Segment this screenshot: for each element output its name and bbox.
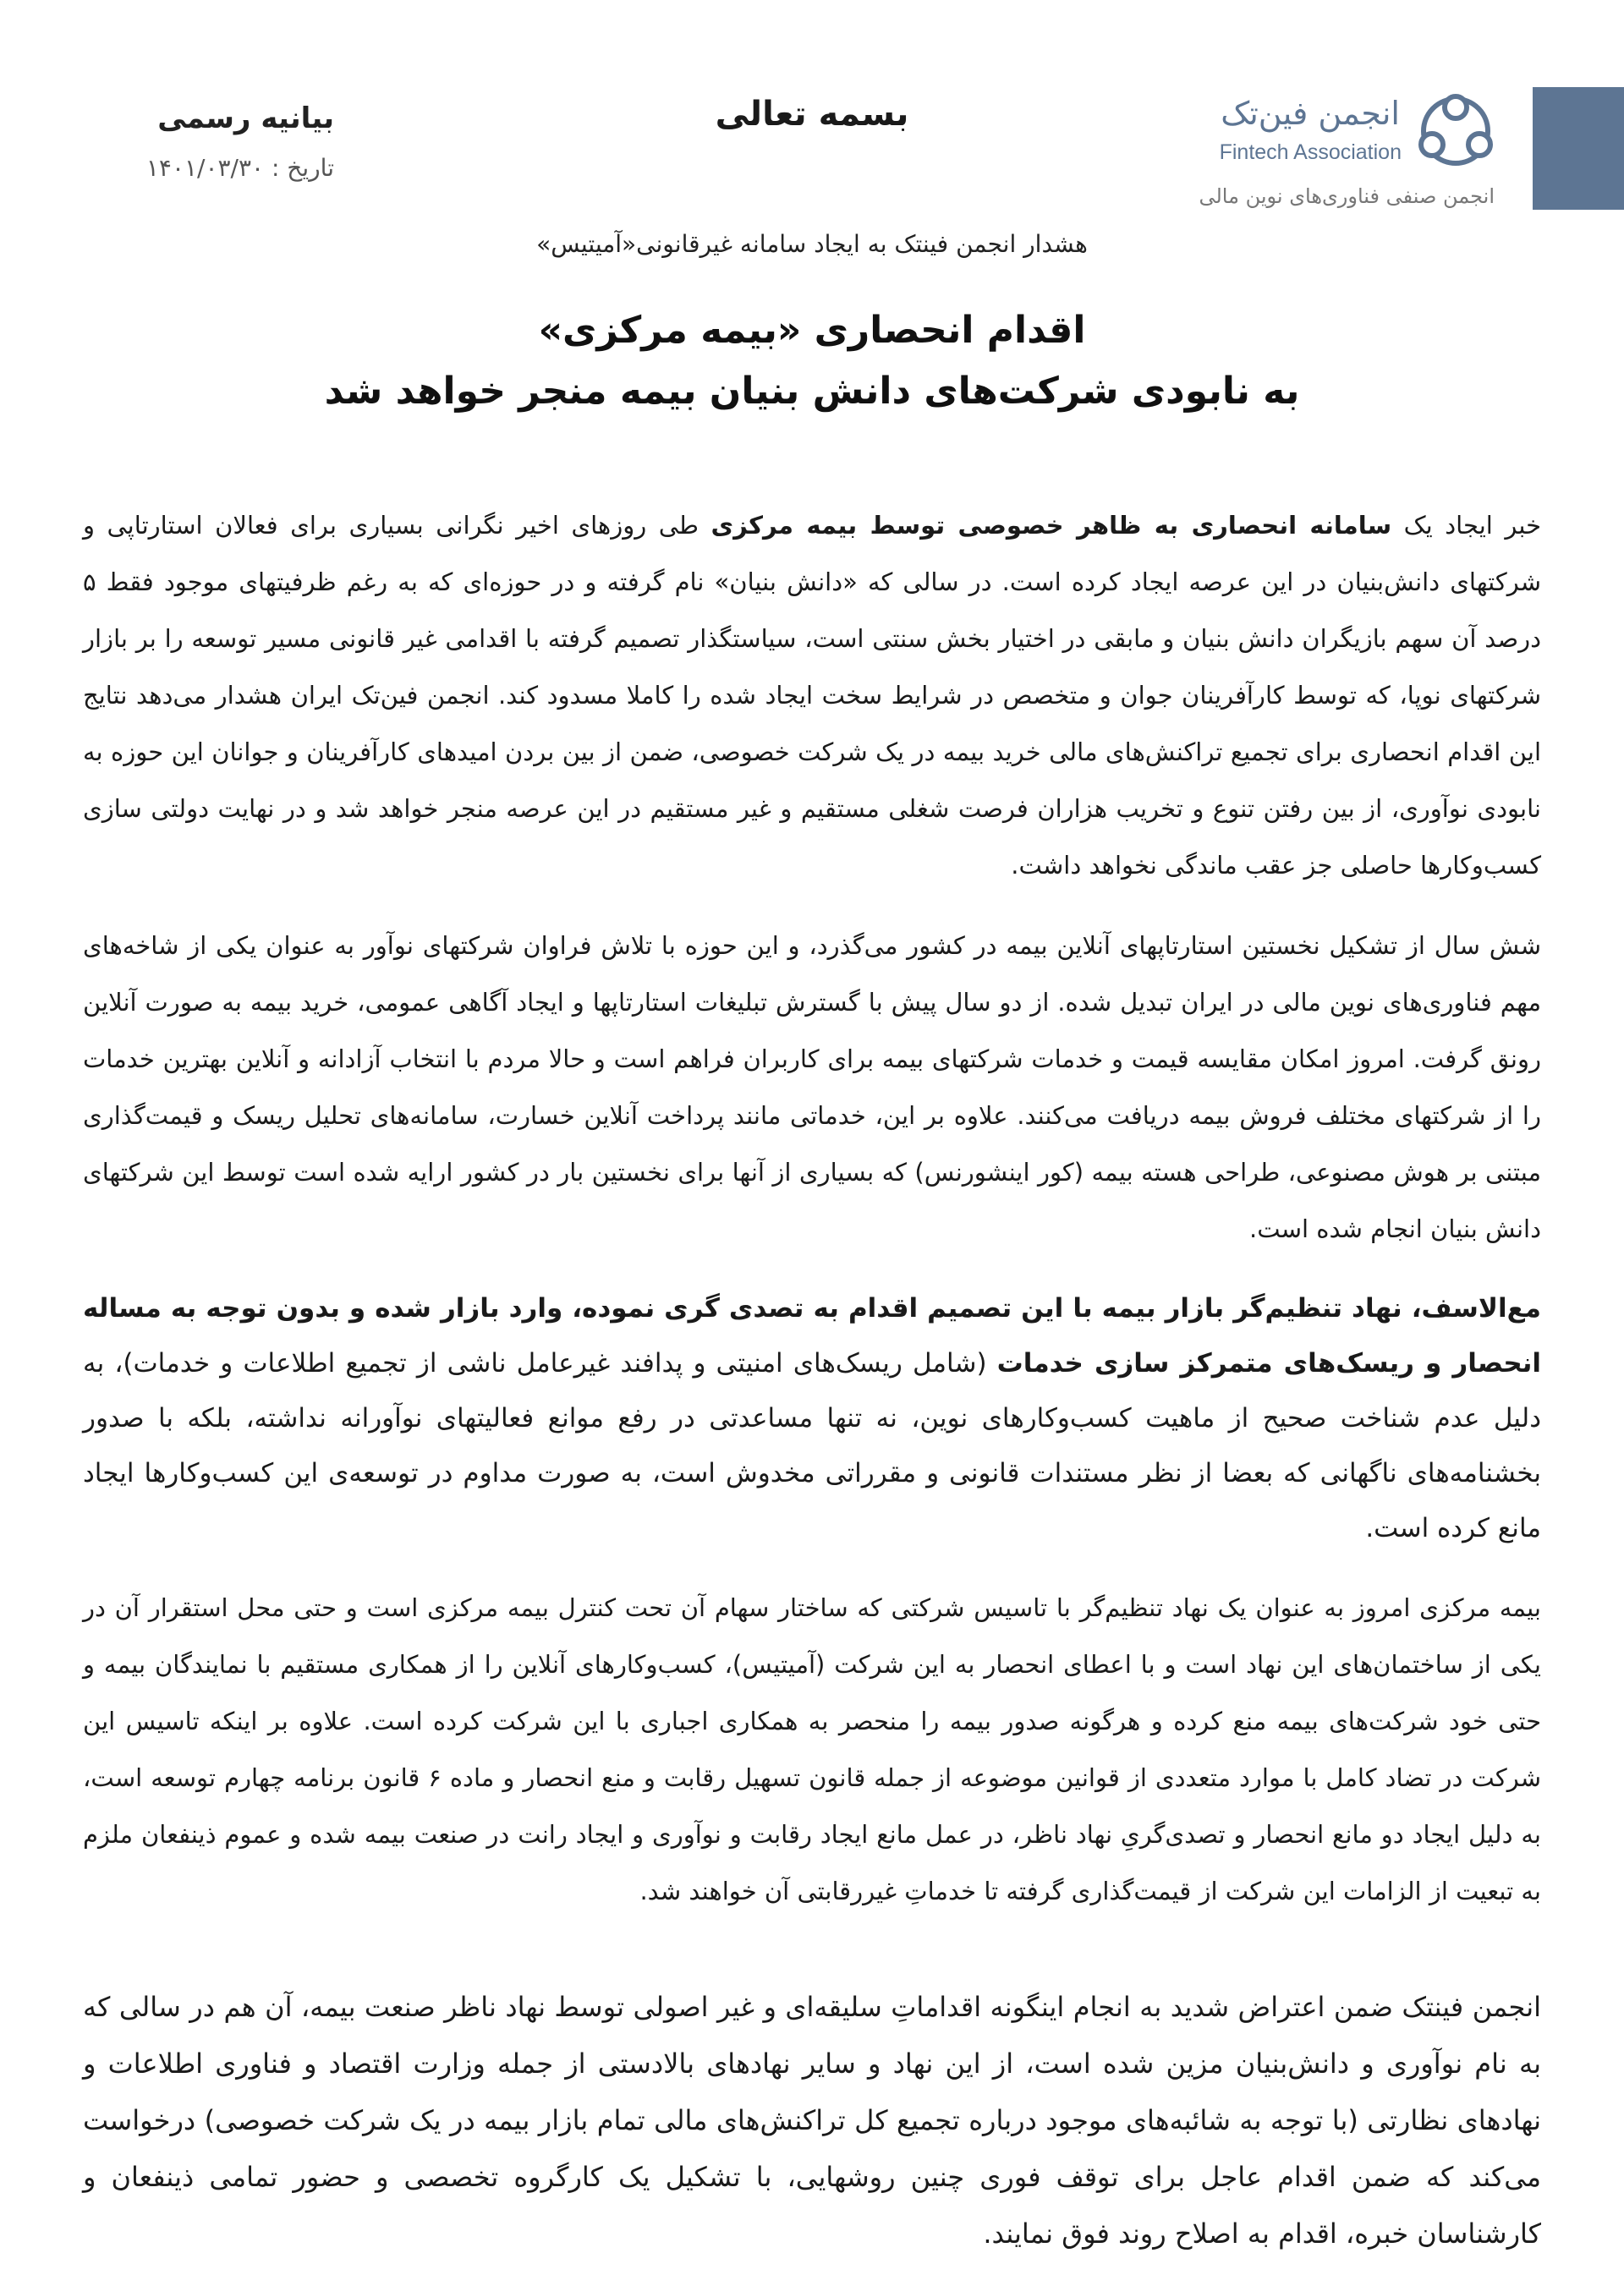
headline-line-2: به نابودی شرکت‌های دانش بنیان بیمه منجر خواهد شد xyxy=(324,370,1300,413)
paragraph-5: انجمن فینتک ضمن اعتراض شدید به انجام اینگونه اقداماتِ سلیقه‌ای و غیر اصولی توسط نهاد ناظر صنعت بیمه، آن هم در سالی که به نام نوآوری و دانش‌بنیان مزین شده است، از این نهاد و سایر نهادهای بالادستی از جمله وزارت اقتصاد و فناوری اطلاعات و نهادهای نظارتی (با توجه به شائبه‌های موجود درباره تجمیع کل تراکنش‌های مالی تمام بازار بیمه در یک شرکت خصوصی) درخواست می‌کند که ضمن اقدام عاجل برای توقف فوری چنین روشهایی، با تشکیل یک کارگروه تخصصی و حضور تمامی ذینفعان و کارشناسان خبره، اقدام به اصلاح روند فوق نمایند. xyxy=(83,1991,1541,2250)
warning-subtitle: هشدار انجمن فینتک به ایجاد سامانه غیرقانونی«آمیتیس» xyxy=(536,230,1088,258)
basmala: بسمه تعالی xyxy=(715,95,909,134)
org-subtitle: انجمن صنفی فناوری‌های نوین مالی xyxy=(1199,184,1495,208)
headline xyxy=(0,300,1624,422)
statement-body xyxy=(83,497,1541,2286)
org-name-fa: انجمن فین‌تک xyxy=(1221,95,1400,132)
paragraph-3-rest: (شامل ریسک‌های امنیتی و پدافند غیرعامل ناشی از تجمیع اطلاعات و خدمات)، به دلیل عدم شناخت صحیح از ماهیت کسب‌وکارهای نوین، نه تنها مساعدتی در رفع موانع فعالیتهای نوآورانه نداشته، بلکه با صدور بخشنامه‌های ناگهانی که بعضا از نظر مستندات قانونی و مقرراتی مخدوش است، به صورت مداوم در توسعه‌ی این کسب‌وکارها ایجاد مانع کرده است. xyxy=(83,1348,1541,1543)
paragraph-4: بیمه مرکزی امروز به عنوان یک نهاد تنظیم‌گر با تاسیس شرکتی که ساختار سهام آن تحت کنترل بیمه مرکزی است و حتی محل استقرار آن در یکی از ساختمان‌های این نهاد است و با اعطای انحصار به این شرکت (آمیتیس)، کسب‌وکارهای آنلاین را از همکاری مستقیم با نمایندگان بیمه و حتی خود شرکت‌های بیمه منع کرده و هرگونه صدور بیمه را منحصر به همکاری اجباری با این شرکت کرده است. علاوه بر اینکه تاسیس این شرکت در تضاد کامل با موارد متعددی از قوانین موضوعه از جمله قانون تسهیل رقابت و منع انحصار و ماده ۶ قانون برنامه چهارم توسعه است، به دلیل ایجاد دو مانع انحصار و تصدی‌گریِ نهاد ناظر، در عمل مانع ایجاد رقابت و نوآوری و ایجاد رانت در صنعت بیمه شده و عموم ذینفعان ملزم به تبعیت از الزامات این شرکت از قیمت‌گذاری گرفته تا خدماتِ غیررقابتی آن خواهند شد. xyxy=(83,1593,1541,1905)
headline-line-1: اقدام انحصاری «بیمه مرکزی» xyxy=(538,309,1086,352)
date-label: تاریخ : xyxy=(271,154,334,182)
date-value: ۱۴۰۱/۰۳/۳۰ xyxy=(145,154,265,182)
statement-type: بیانیه رسمی xyxy=(157,101,334,135)
statement-date xyxy=(80,154,334,182)
paragraph-3-emphasis: مع‌الاسف، نهاد تنظیم‌گر بازار بیمه با این تصمیم اقدام به تصدی گری نموده، وارد بازار شده و بدون توجه به مساله انحصار و ریسک‌های متمرکز سازی خدمات xyxy=(83,1293,1541,1379)
paragraph-1-intro: خبر ایجاد یک xyxy=(1391,511,1542,540)
paragraph-1-rest: طی روزهای اخیر نگرانی بسیاری برای فعالان استارتاپی و شرکتهای دانش‌بنیان در این عرصه ایجاد کرده است. در سالی که «دانش بنیان» نام گرفته و در حوزه‌ای که به رغم ظرفیتهای موجود فقط ۵ درصد آن سهم بازیگران دانش بنیان و مابقی در اختیار بخش سنتی است، سیاستگذار تصمیم گرفته با اقدامی غیر قانونی مسیر توسعه را بر بازار شرکتهای نوپا، که توسط کارآفرینان جوان و متخصص در شرایط سخت ایجاد شده را کاملا مسدود کند. انجمن فین‌تک ایران هشدار می‌دهد نتایج این اقدام انحصاری برای تجمیع تراکنش‌های مالی خرید بیمه در یک شرکت خصوصی، ضمن از بین بردن امیدهای کارآفرینان و جوانان این حوزه به نابودی نوآوری، از بین رفتن تنوع و تخریب هزاران فرصت شغلی مستقیم و غیر مستقیم در این عرصه منجر خواهد شد و در نهایت دولتی سازی کسب‌وکارها حاصلی جز عقب ماندگی نخواهد داشت. xyxy=(83,511,1541,880)
paragraph-1 xyxy=(83,497,1541,894)
paragraph-1-emphasis: سامانه انحصاری به ظاهر خصوصی توسط بیمه مرکزی xyxy=(710,511,1392,540)
paragraph-3 xyxy=(83,1281,1541,1556)
org-name-en: Fintech Association xyxy=(1219,140,1402,164)
statement-meta xyxy=(80,101,334,182)
paragraph-2: شش سال از تشکیل نخستین استارتاپهای آنلاین بیمه در کشور می‌گذرد، و این حوزه با تلاش فراوان شرکتهای نوآور به عنوان یکی از شاخه‌های مهم فناوری‌های نوین مالی در ایران تبدیل شده. از دو سال پیش با گسترش تبلیغات استارتاپها و ایجاد آگاهی عمومی، خرید بیمه به صورت آنلاین رونق گرفت. امروز امکان مقایسه قیمت و خدمات شرکتهای بیمه برای کاربران فراهم است و حالا مردم با انتخاب آزادانه و آنلاین بهترین خدمات را از شرکتهای مختلف فروش بیمه دریافت می‌کنند. علاوه بر این، خدماتی مانند پرداخت آنلاین خسارت، سامانه‌های تحلیل ریسک و قیمت‌گذاری مبتنی بر هوش مصنوعی، طراحی هسته بیمه (کور اینشورنس) که بسیاری از آنها برای نخستین بار در کشور ارایه شده است توسط این شرکتهای دانش بنیان انجام شده است. xyxy=(83,931,1541,1243)
